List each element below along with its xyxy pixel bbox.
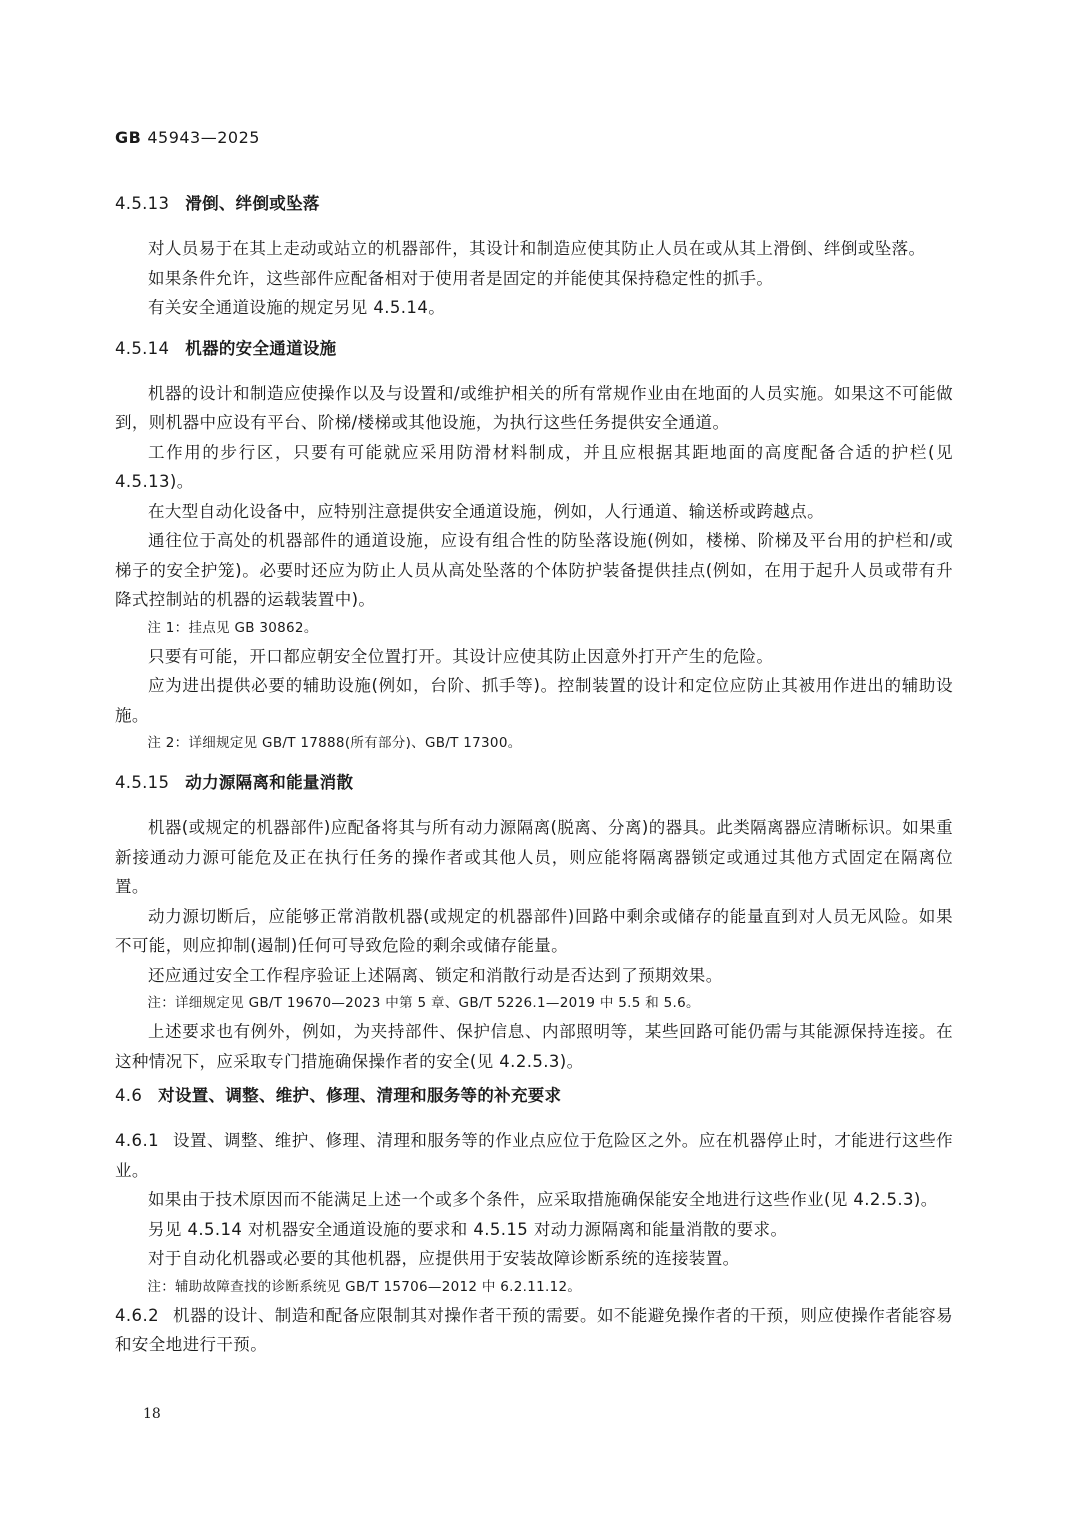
document-body — [115, 190, 953, 1360]
section-title: 动力源隔离和能量消散 — [185, 773, 354, 792]
paragraph: 对于自动化机器或必要的其他机器，应提供用于安装故障诊断系统的连接装置。 — [148, 1249, 740, 1268]
clause-4-6-2 — [115, 1301, 953, 1360]
section-title: 对设置、调整、维护、修理、清理和服务等的补充要求 — [158, 1086, 562, 1105]
clause-number: 4.6.2 — [115, 1305, 159, 1325]
paragraph: 另见 4.5.14 对机器安全通道设施的要求和 4.5.15 对动力源隔离和能量消散的要求。 — [148, 1219, 788, 1239]
section-heading-4-6 — [115, 1082, 953, 1110]
section-number: 4.5.13 — [115, 194, 170, 213]
paragraph: 有关安全通道设施的规定另见 4.5.14。 — [148, 298, 446, 317]
paragraph: 工作用的步行区，只要有可能就应采用防滑材料制成，并且应根据其距地面的高度配备合适的护栏(见 4.5.13)。 — [115, 442, 953, 491]
section-heading-4-5-14 — [115, 335, 953, 363]
paragraph: 机器的设计和制造应使操作以及与设置和/或维护相关的所有常规作业由在地面的人员实施。如果这不可能做到，则机器中应设有平台、阶梯/楼梯或其他设施，为执行这些任务提供安全通道。 — [115, 383, 953, 432]
page-number: 18 — [143, 1406, 161, 1422]
clause-4-6-1 — [115, 1126, 953, 1185]
note: 注：详细规定见 GB/T 19670—2023 中第 5 章、GB/T 5226.1—2019 中 5.5 和 5.6。 — [147, 995, 700, 1011]
paragraph: 上述要求也有例外，例如，为夹持部件、保护信息、内部照明等，某些回路可能仍需与其能源保持连接。在这种情况下，应采取专门措施确保操作者的安全(见 4.2.5.3)。 — [115, 1022, 953, 1071]
section-title: 机器的安全通道设施 — [185, 338, 337, 358]
paragraph: 如果条件允许，这些部件应配备相对于使用者是固定的并能使其保持稳定性的抓手。 — [148, 268, 774, 288]
clause-text: 设置、调整、维护、修理、清理和服务等的作业点应位于危险区之外。应在机器停止时，才能进行这些作业。 — [115, 1131, 953, 1180]
paragraph: 通往位于高处的机器部件的通道设施，应设有组合性的防坠落设施(例如，楼梯、阶梯及平台用的护栏和/或梯子的安全护笼)。必要时还应为防止人员从高处坠落的个体防护装备提供挂点(例如，在用于起升人员或带有升降式控制站的机器的运载装置中)。 — [115, 531, 953, 609]
section-number: 4.6 — [115, 1086, 143, 1105]
paragraph: 还应通过安全工作程序验证上述隔离、锁定和消散行动是否达到了预期效果。 — [148, 965, 723, 985]
standard-code: GB — [115, 128, 142, 147]
paragraph: 如果由于技术原因而不能满足上述一个或多个条件，应采取措施确保能安全地进行这些作业(见 4.2.5.3)。 — [148, 1190, 938, 1209]
note: 注：辅助故障查找的诊断系统见 GB/T 15706—2012 中 6.2.11.12。 — [147, 1278, 582, 1295]
paragraph: 应为进出提供必要的辅助设施(例如，台阶、抓手等)。控制装置的设计和定位应防止其被用作进出的辅助设施。 — [115, 676, 953, 725]
standard-header — [115, 128, 260, 147]
paragraph: 动力源切断后，应能够正常消散机器(或规定的机器部件)回路中剩余或储存的能量直到对人员无风险。如果不可能，则应抑制(遏制)任何可导致危险的剩余或储存能量。 — [115, 906, 953, 955]
standard-number: 45943—2025 — [147, 128, 260, 147]
section-heading-4-5-13 — [115, 190, 953, 218]
note: 注 2：详细规定见 GB/T 17888(所有部分)、GB/T 17300。 — [147, 735, 522, 751]
note: 注 1：挂点见 GB 30862。 — [147, 619, 318, 636]
section-title: 滑倒、绊倒或坠落 — [185, 194, 320, 213]
paragraph: 只要有可能，开口都应朝安全位置打开。其设计应使其防止因意外打开产生的危险。 — [148, 646, 774, 666]
section-heading-4-5-15 — [115, 769, 953, 797]
section-number: 4.5.14 — [115, 338, 170, 358]
paragraph: 对人员易于在其上走动或站立的机器部件，其设计和制造应使其防止人员在或从其上滑倒、绊倒或坠落。 — [148, 239, 926, 258]
clause-text: 机器的设计、制造和配备应限制其对操作者干预的需要。如不能避免操作者的干预，则应使操作者能容易和安全地进行干预。 — [115, 1305, 953, 1354]
paragraph: 机器(或规定的机器部件)应配备将其与所有动力源隔离(脱离、分离)的器具。此类隔离器应清晰标识。如果重新接通动力源可能危及正在执行任务的操作者或其他人员，则应能将隔离器锁定或通过其他方式固定在隔离位置。 — [115, 818, 953, 896]
section-number: 4.5.15 — [115, 773, 170, 792]
paragraph: 在大型自动化设备中，应特别注意提供安全通道设施，例如，人行通道、输送桥或跨越点。 — [148, 501, 824, 521]
clause-number: 4.6.1 — [115, 1131, 159, 1150]
